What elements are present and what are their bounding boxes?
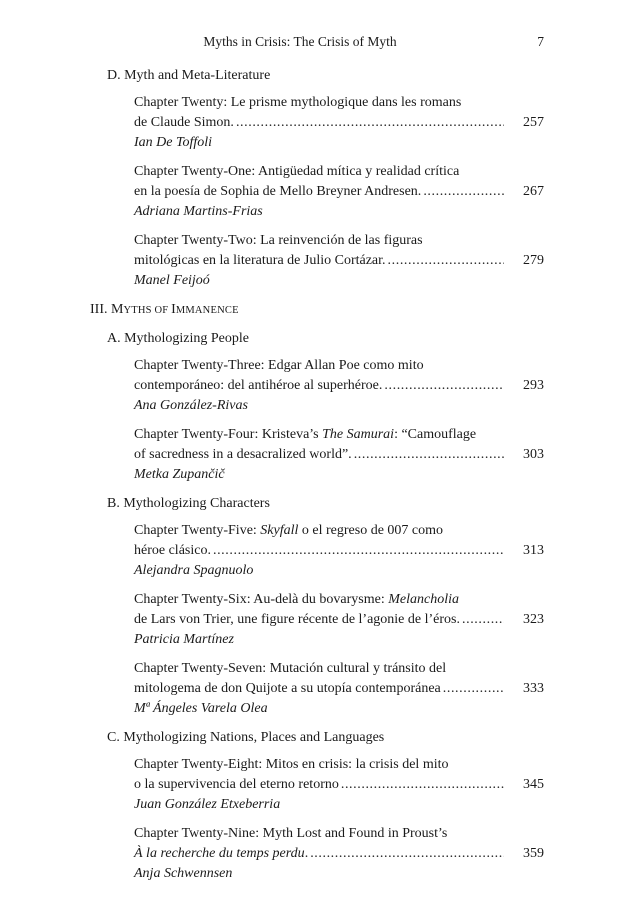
chapter-title-text: Chapter Twenty-Four: Kristeva’s bbox=[134, 427, 323, 442]
chapter-title-italic: The Samurai bbox=[322, 427, 395, 442]
chapter-title-line-with-page bbox=[134, 445, 544, 465]
dot-leader bbox=[384, 376, 504, 396]
chapter-author: Juan González Etxeberria bbox=[134, 797, 281, 812]
chapter-author: Patricia Martínez bbox=[134, 632, 234, 647]
chapter-title-line-with-page bbox=[134, 541, 544, 561]
chapter-author: Ana González-Rivas bbox=[134, 398, 248, 413]
dot-leader bbox=[236, 113, 504, 133]
chapter-title-line-with-page bbox=[134, 610, 544, 630]
part-title-cap: M bbox=[111, 302, 124, 317]
part-heading bbox=[0, 300, 638, 321]
toc-entry bbox=[0, 824, 544, 884]
toc-entry bbox=[0, 755, 544, 815]
chapter-title-line-with-page bbox=[134, 113, 544, 133]
page-ref: 313 bbox=[523, 543, 544, 558]
dot-leader bbox=[213, 541, 504, 561]
chapter-title-line: Chapter Twenty-Two: La reinvención de las figuras bbox=[134, 233, 423, 248]
toc-entry bbox=[0, 356, 544, 416]
chapter-title-line bbox=[134, 425, 544, 445]
chapter-title-line: Chapter Twenty-One: Antigüedad mítica y realidad crítica bbox=[134, 164, 460, 179]
chapter-title-text: . bbox=[304, 846, 309, 861]
page-ref: 279 bbox=[523, 253, 544, 268]
chapter-title-line bbox=[134, 521, 544, 541]
toc-entry bbox=[0, 231, 544, 291]
chapter-title-text: mitológicas en la literatura de Julio Cortázar. bbox=[134, 253, 386, 268]
page-ref: 293 bbox=[523, 378, 544, 393]
chapter-title-text: en la poesía de Sophia de Mello Breyner Andresen. bbox=[134, 184, 422, 199]
chapter-title-line: Chapter Twenty: Le prisme mythologique dans les romans bbox=[134, 95, 462, 110]
chapter-title-line-with-page bbox=[134, 376, 544, 396]
chapter-author: Manel Feijoó bbox=[134, 273, 210, 288]
subsection-heading: B. Mythologizing Characters bbox=[107, 496, 270, 511]
chapter-title-line: Chapter Twenty-Nine: Myth Lost and Found in Proust’s bbox=[134, 826, 448, 841]
toc-entry bbox=[0, 659, 544, 719]
chapter-title-text: of sacredness in a desacralized world”. bbox=[134, 447, 352, 462]
dot-leader bbox=[443, 679, 504, 699]
chapter-author: Ian De Toffoli bbox=[134, 135, 213, 150]
chapter-title-text: contemporáneo: del antihéroe al superhéroe. bbox=[134, 378, 383, 393]
page-ref: 303 bbox=[523, 447, 544, 462]
part-title-cap: I bbox=[171, 302, 176, 317]
chapter-title-text: mitologema de don Quijote a su utopía contemporánea bbox=[134, 681, 441, 696]
dot-leader bbox=[388, 251, 504, 271]
running-header bbox=[0, 34, 638, 54]
chapter-title-text: o la supervivencia del eterno retorno bbox=[134, 777, 339, 792]
page-ref: 257 bbox=[523, 115, 544, 130]
chapter-title-line: Chapter Twenty-Three: Edgar Allan Poe como mito bbox=[134, 358, 424, 373]
dot-leader bbox=[310, 844, 504, 864]
page-ref: 333 bbox=[523, 681, 544, 696]
dot-leader bbox=[341, 775, 504, 795]
chapter-title-line-with-page bbox=[134, 775, 544, 795]
page-ref: 323 bbox=[523, 612, 544, 627]
chapter-title-text: Chapter Twenty-Six: Au-delà du bovarysme: bbox=[134, 592, 389, 607]
page-ref: 267 bbox=[523, 184, 544, 199]
chapter-title-line-with-page bbox=[134, 679, 544, 699]
table-of-contents bbox=[0, 64, 638, 893]
subsection-heading: A. Mythologizing People bbox=[107, 331, 249, 346]
chapter-title-line bbox=[134, 590, 544, 610]
chapter-title-text: : “Camouflage bbox=[394, 427, 477, 442]
chapter-author: Adriana Martins-Frias bbox=[134, 204, 263, 219]
toc-entry bbox=[0, 162, 544, 222]
toc-entry bbox=[0, 93, 544, 153]
chapter-title-line-with-page bbox=[134, 182, 544, 202]
chapter-title-text: o el regreso de 007 como bbox=[298, 523, 444, 538]
running-title: Myths in Crisis: The Crisis of Myth bbox=[203, 34, 397, 49]
chapter-title-line: Chapter Twenty-Seven: Mutación cultural y tránsito del bbox=[134, 661, 447, 676]
toc-entry bbox=[0, 425, 544, 485]
chapter-title-line-with-page bbox=[134, 844, 544, 864]
dot-leader bbox=[423, 182, 504, 202]
chapter-title-text: Chapter Twenty-Five: bbox=[134, 523, 261, 538]
subsection-heading: D. Myth and Meta-Literature bbox=[107, 68, 271, 83]
toc-entry bbox=[0, 521, 544, 581]
chapter-author: Alejandra Spagnuolo bbox=[134, 563, 254, 578]
part-title-smallcaps: YTHS OF bbox=[123, 305, 172, 316]
page-ref: 345 bbox=[523, 777, 544, 792]
subsection-heading: C. Mythologizing Nations, Places and Languages bbox=[107, 730, 385, 745]
part-title-smallcaps: MMANENCE bbox=[175, 305, 239, 316]
page-number: 7 bbox=[537, 34, 544, 49]
page-ref: 359 bbox=[523, 846, 544, 861]
toc-entry bbox=[0, 590, 544, 650]
dot-leader bbox=[354, 445, 504, 465]
chapter-title-text: héroe clásico. bbox=[134, 543, 211, 558]
chapter-title-line: Chapter Twenty-Eight: Mitos en crisis: la crisis del mito bbox=[134, 757, 449, 772]
chapter-author: Mª Ángeles Varela Olea bbox=[134, 701, 268, 716]
chapter-title-text bbox=[134, 844, 308, 864]
chapter-author: Metka Zupančič bbox=[134, 467, 225, 482]
chapter-title-italic: À la recherche du temps perdu bbox=[134, 846, 305, 861]
dot-leader bbox=[462, 610, 504, 630]
chapter-title-text: de Lars von Trier, une figure récente de l’agonie de l’éros. bbox=[134, 612, 460, 627]
chapter-title-italic: Melancholia bbox=[388, 592, 459, 607]
chapter-title-italic: Skyfall bbox=[260, 523, 299, 538]
chapter-title-text: de Claude Simon. bbox=[134, 115, 234, 130]
part-numeral: III. bbox=[90, 302, 111, 317]
chapter-title-line-with-page bbox=[134, 251, 544, 271]
chapter-author: Anja Schwennsen bbox=[134, 866, 233, 881]
